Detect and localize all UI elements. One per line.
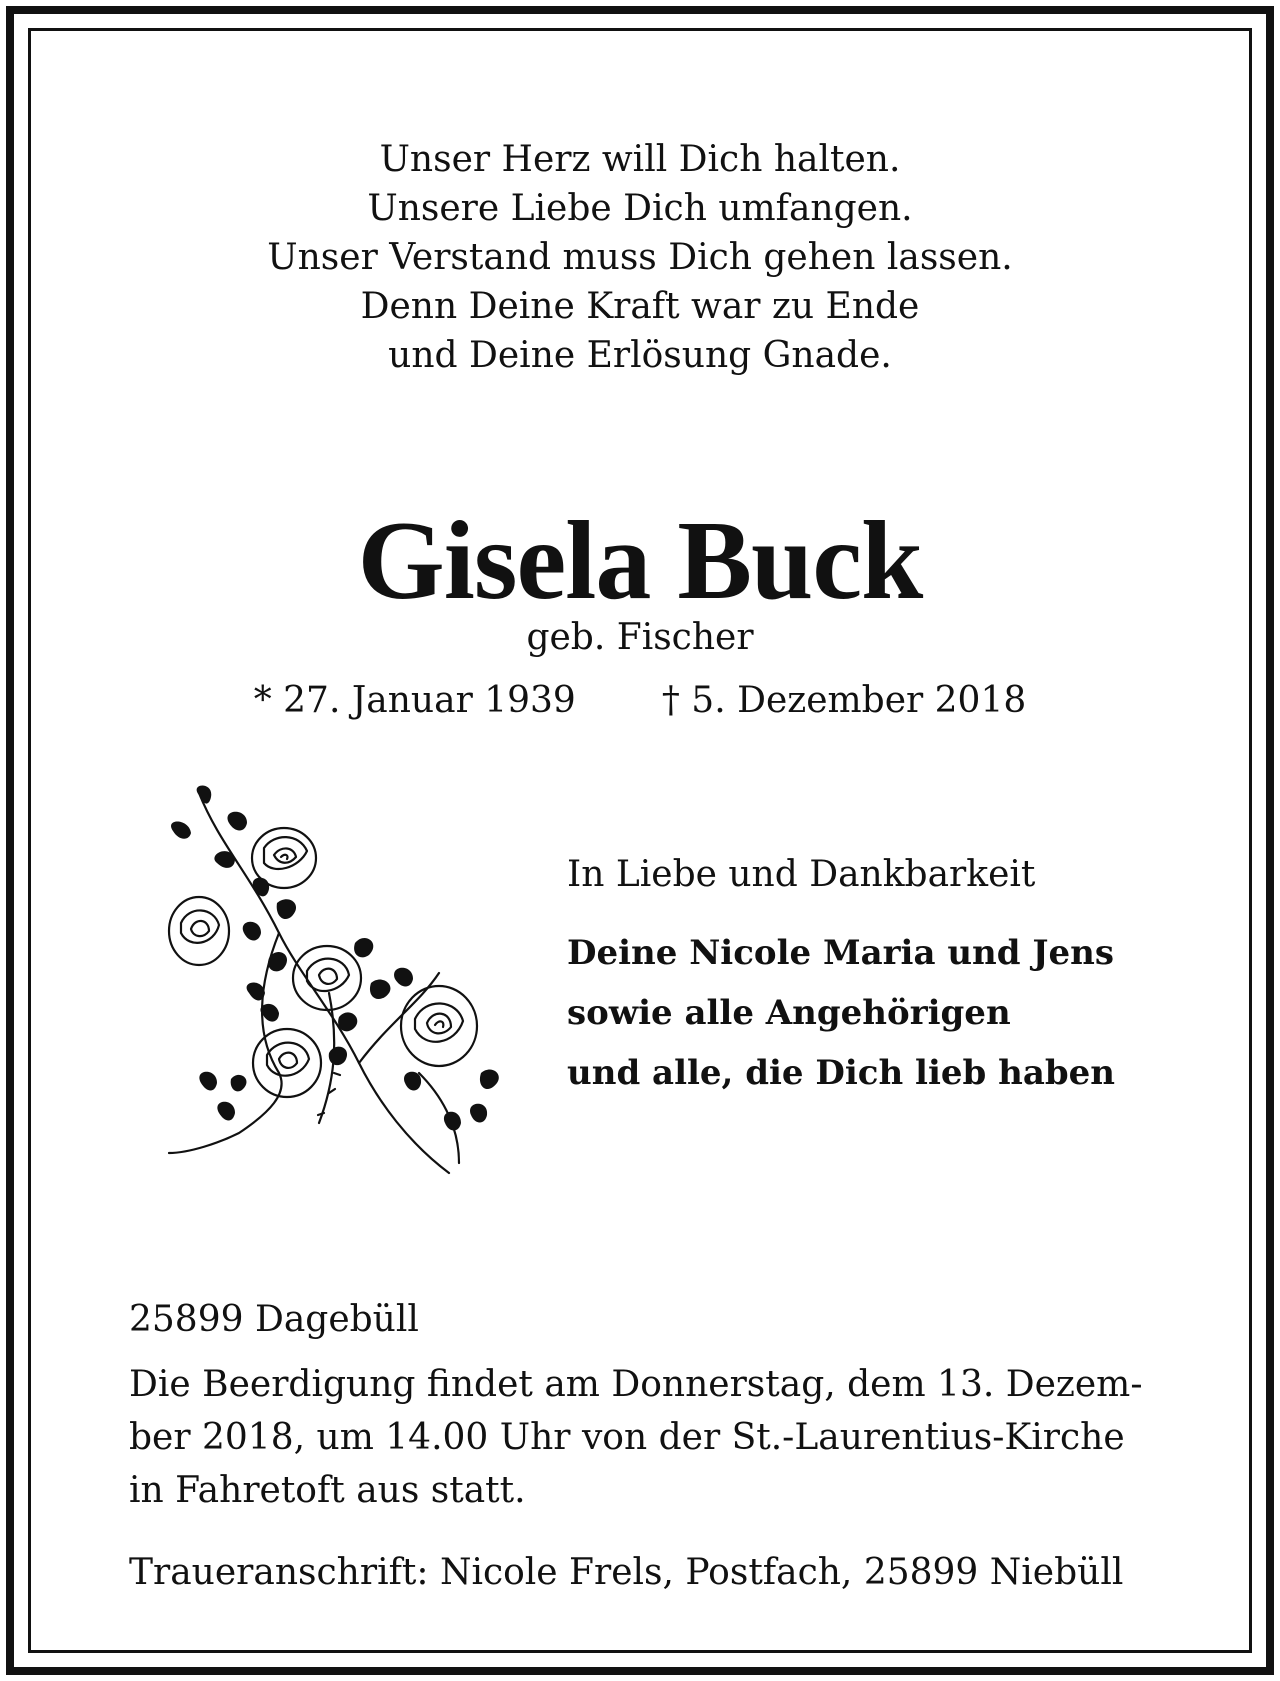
funeral-notice <box>129 1358 1219 1517</box>
mourner-line: und alle, die Dich lieb haben <box>567 1053 1115 1093</box>
mourners-list <box>567 923 1115 1103</box>
place: 25899 Dagebüll <box>129 1299 419 1340</box>
mourner-line: sowie alle Angehörigen <box>567 993 1011 1033</box>
poem-line: Denn Deine Kraft war zu Ende <box>360 286 920 327</box>
thanks-line: In Liebe und Dankbarkeit <box>567 854 1036 895</box>
birth-date: * 27. Januar 1939 <box>253 680 576 721</box>
funeral-line: ber 2018, um 14.00 Uhr von der St.-Laurentius-Kirche <box>129 1417 1125 1458</box>
poem-line: und Deine Erlösung Gnade. <box>388 335 892 376</box>
poem-line: Unsere Liebe Dich umfangen. <box>367 188 913 229</box>
maiden-name: geb. Fischer <box>526 617 754 658</box>
funeral-line: Die Beerdigung findet am Donnerstag, dem 13. Dezem- <box>129 1364 1143 1405</box>
mourner-line: Deine Nicole Maria und Jens <box>567 933 1114 973</box>
death-date: † 5. Dezember 2018 <box>661 680 1027 721</box>
poem-line: Unser Herz will Dich halten. <box>379 139 901 180</box>
poem <box>31 135 1249 380</box>
obituary-frame-outer <box>6 6 1274 1675</box>
mourning-address: Traueranschrift: Nicole Frels, Postfach, 25899 Niebüll <box>129 1552 1124 1593</box>
poem-line: Unser Verstand muss Dich gehen lassen. <box>267 237 1013 278</box>
funeral-line: in Fahretoft aus statt. <box>129 1470 526 1511</box>
deceased-name: Gisela Buck <box>357 499 923 623</box>
rose-branch-icon <box>159 783 519 1183</box>
life-dates <box>31 679 1249 723</box>
obituary-frame-inner <box>28 28 1252 1653</box>
